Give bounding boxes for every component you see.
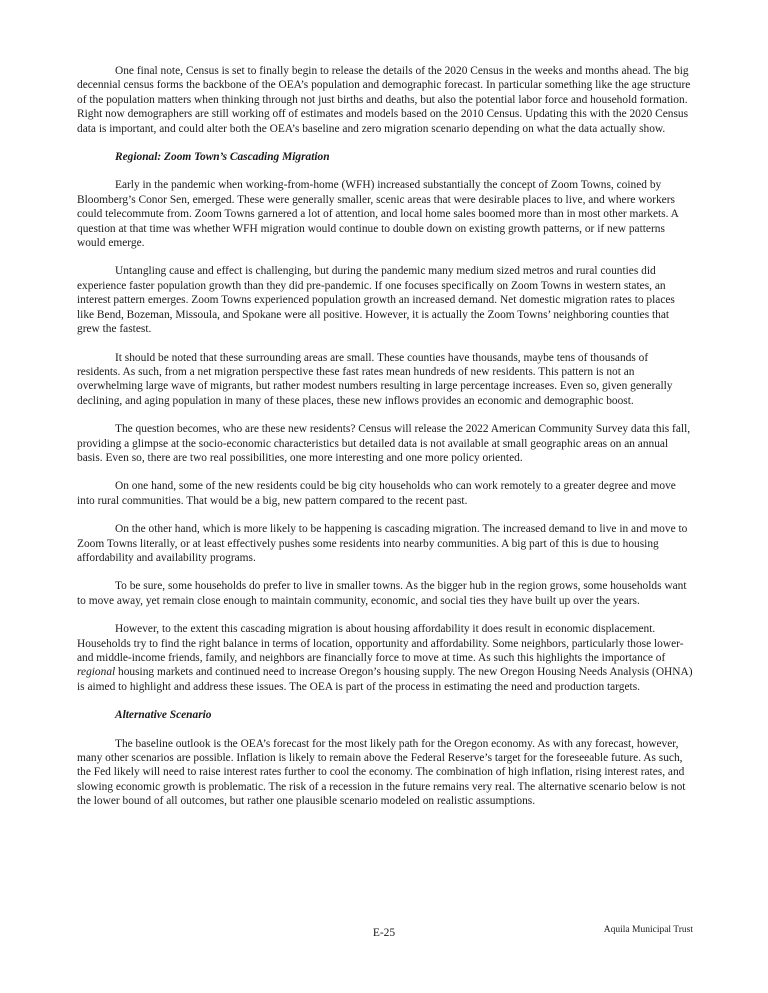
paragraph-new-residents: The question becomes, who are these new residents? Census will release the 2022 American Community Survey data this fall, providing a glimpse at the socio-economic characteristics but detailed data is not available at small geographic areas on an annual basis. Even so, there are two real possibilities, one more interesting and one more policy oriented.	[77, 423, 691, 464]
section-heading-alternative-scenario: Alternative Scenario	[115, 709, 212, 722]
page-number: E-25	[372, 927, 396, 939]
displacement-text-start: However, to the extent this cascading migration is about housing affordability it does result in economic displacement. Households try to find the right balance in terms of location, opportunity and affordability. Some neighbors, particularly those lower- and middle-income friends, family, and neighbors are financially force to move at time. As such this highlights the importance of	[77, 623, 684, 664]
paragraph-displacement	[77, 622, 693, 694]
emphasis-regional: regional	[77, 666, 116, 679]
paragraph-small-areas: It should be noted that these surrounding areas are small. These counties have thousands, maybe tens of thousands of residents. As such, from a net migration perspective these fast rates mean hundreds of new residents. This pattern is not an overwhelming large wave of migrants, but rather modest numbers resulting in large percentage increases. Even so, given generally declining, and aging population in many of these places, these new inflows provides an economic and demographic boost.	[77, 351, 673, 407]
paragraph-baseline-outlook: The baseline outlook is the OEA’s forecast for the most likely path for the Oregon economy. As with any forecast, however, many other scenarios are possible. Inflation is likely to remain above the Federal Reserve’s target for the foreseeable future. As such, the Fed likely will need to raise interest rates further to cool the economy. The combination of high inflation, rising interest rates, and slowing economic growth is problematic. The risk of a recession in the future remains very real. The alternative scenario below is not the lower bound of all outcomes, but rather one plausible scenario modeled on realistic assumptions.	[77, 737, 686, 808]
paragraph-one-hand: On one hand, some of the new residents could be big city households who can work remotely to a greater degree and move into rural communities. That would be a big, new pattern compared to the recent past.	[77, 480, 676, 507]
paragraph-other-hand: On the other hand, which is more likely to be happening is cascading migration. The increased demand to live in and move to Zoom Towns literally, or at least effectively pushes some residents into nearby communities. A big part of this is due to housing affordability and availability programs.	[77, 523, 688, 564]
paragraph-smaller-towns: To be sure, some households do prefer to live in smaller towns. As the bigger hub in the region grows, some households want to move away, yet remain close enough to maintain community, economic, and social ties they have built up over the years.	[77, 580, 687, 607]
paragraph-census-note: One final note, Census is set to finally begin to release the details of the 2020 Census in the weeks and months ahead. The big decennial census forms the backbone of the OEA’s population and demographic forecast. In particular something like the age structure of the population matters when thinking through not just births and deaths, but also the potential labor force and household formation. Right now demographers are still working off of estimates and models based on the 2010 Census. Updating this with the 2020 Census data is important, and could alter both the OEA’s baseline and zero migration scenario depending on what the data actually show.	[77, 65, 691, 135]
paragraph-zoom-towns-intro: Early in the pandemic when working-from-home (WFH) increased substantially the concept of Zoom Towns, coined by Bloomberg’s Conor Sen, emerged. These were generally smaller, scenic areas that were desirable places to live, and where workers could telecommute from. Zoom Towns garnered a lot of attention, and local home sales boomed more than in most other markets. A question at that time was whether WFH migration would continue to double down on existing growth patterns, or if new patterns would emerge.	[77, 179, 679, 250]
footer-issuer: Aquila Municipal Trust	[603, 925, 693, 935]
section-heading-zoom-towns: Regional: Zoom Town’s Cascading Migration	[115, 151, 330, 164]
paragraph-cause-effect: Untangling cause and effect is challenging, but during the pandemic many medium sized metros and rural counties did experience faster population growth than they did pre-pandemic. If one focuses specifically on Zoom Towns in western states, an interest pattern emerges. Zoom Towns experienced population growth an increased demand. Net domestic migration rates to places like Bend, Bozeman, Missoula, and Spokane were all positive. However, it is actually the Zoom Towns’ neighboring counties that grew the fastest.	[77, 265, 675, 336]
displacement-text-end: housing markets and continued need to increase Oregon’s housing supply. The new Oregon Housing Needs Analysis (OHNA) is aimed to highlight and address these issues. The OEA is part of the process in estimating the need and production targets.	[77, 666, 693, 693]
page-body	[77, 64, 693, 823]
